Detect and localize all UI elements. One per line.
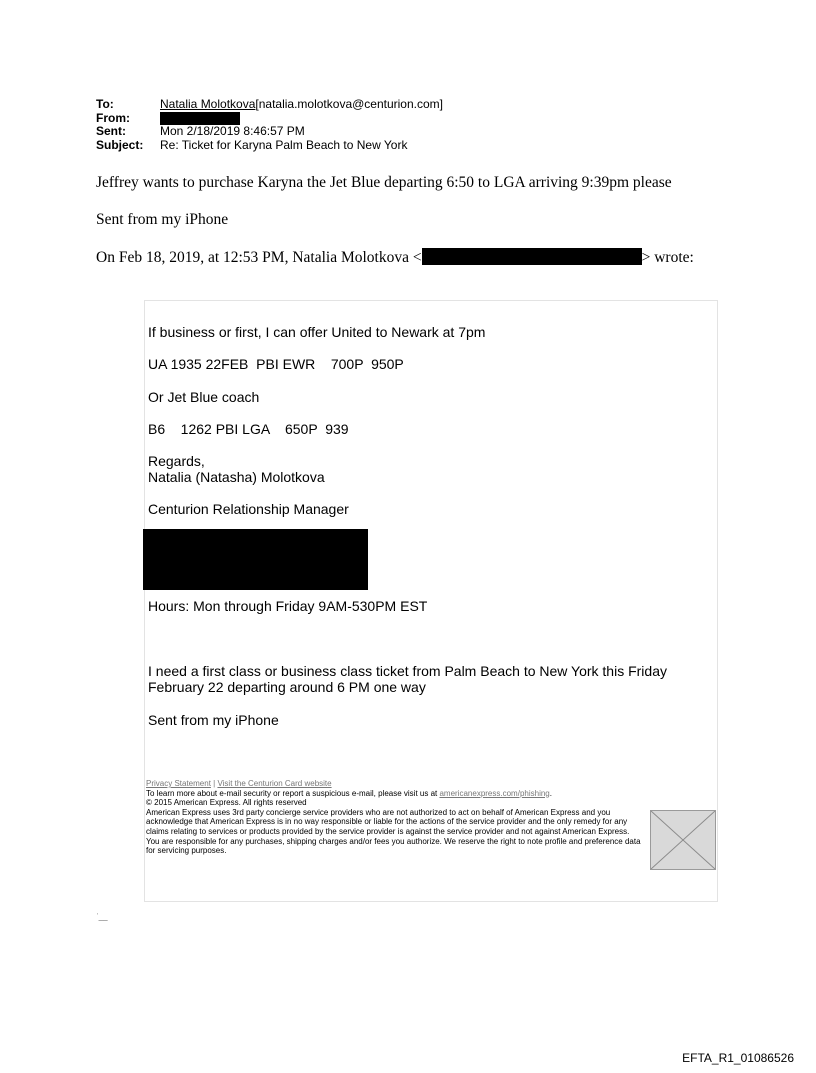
security-suffix: . <box>549 788 552 798</box>
quote-intro <box>96 248 694 267</box>
reply-text: Jeffrey wants to purchase Karyna the Jet Blue departing 6:50 to LGA arriving 9:39pm please <box>96 174 672 191</box>
quoted-signer-name: Natalia (Natasha) Molotkova <box>148 469 325 485</box>
from-label: From: <box>96 110 130 125</box>
quoted-offer-line: If business or first, I can offer United to Newark at 7pm <box>148 324 486 340</box>
subject-row <box>96 139 443 153</box>
quote-intro-prefix: On Feb 18, 2019, at 12:53 PM, Natalia Molotkova < <box>96 249 422 266</box>
quoted-flight-jetblue: B6 1262 PBI LGA 650P 939 <box>148 421 349 437</box>
quoted-request-line2: February 22 departing around 6 PM one way <box>148 679 426 695</box>
quoted-regards: Regards, <box>148 453 205 469</box>
bates-number: EFTA_R1_01086526 <box>682 1051 794 1065</box>
phishing-link[interactable]: americanexpress.com/phishing <box>439 788 550 798</box>
quoted-signer-title: Centurion Relationship Manager <box>148 501 349 517</box>
disclaimer-text: American Express uses 3rd party concierge service providers who are not authorized to act on behalf of American Express and you acknowledge that American Express is in no way responsible or liable for the actions of the service provider and the only remedy for any claims relating to services or products provided by the service provider is against the service provider and not against American Express. You are responsible for any purchases, shipping charges and/or fees you authorize. We reserve the right to note profile and preference data for servicing purposes. <box>146 807 641 856</box>
copyright-text: © 2015 American Express. All rights reserved <box>146 798 307 808</box>
quoted-sent-from: Sent from my iPhone <box>148 712 279 728</box>
quote-intro-suffix: > wrote: <box>641 249 694 266</box>
image-placeholder-icon <box>650 810 716 870</box>
to-email: [natalia.molotkova@centurion.com] <box>255 97 443 111</box>
quoted-jetblue-line: Or Jet Blue coach <box>148 389 260 405</box>
footer-links <box>146 779 644 789</box>
to-row <box>96 98 443 112</box>
to-value <box>160 98 443 112</box>
footer-link-separator: | <box>210 779 218 788</box>
centurion-website-link[interactable]: Visit the Centurion Card website <box>217 779 332 788</box>
sent-value: Mon 2/18/2019 8:46:57 PM <box>160 124 305 138</box>
to-name-link[interactable]: Natalia Molotkova <box>160 97 256 111</box>
quoted-request-line1: I need a first class or business class ticket from Palm Beach to New York this Friday <box>148 663 667 679</box>
security-notice <box>146 789 644 799</box>
signature-redaction <box>143 529 368 590</box>
amex-footer <box>146 779 644 856</box>
from-row <box>96 112 443 126</box>
security-text: To learn more about e-mail security or report a suspicious e-mail, please visit us at <box>146 788 440 798</box>
quoted-flight-united: UA 1935 22FEB PBI EWR 700P 950P <box>148 356 404 372</box>
quoted-message-card <box>144 300 718 902</box>
quoted-hours: Hours: Mon through Friday 9AM-530PM EST <box>148 598 428 614</box>
reply-signature: Sent from my iPhone <box>96 211 229 228</box>
email-redaction <box>422 248 642 265</box>
from-redaction <box>160 112 240 125</box>
email-header <box>96 98 443 152</box>
page-mark: ˈ__ <box>96 912 108 921</box>
sent-label: Sent: <box>96 124 126 138</box>
to-label: To: <box>96 97 114 111</box>
sent-row <box>96 125 443 139</box>
subject-label: Subject: <box>96 137 144 152</box>
privacy-statement-link[interactable]: Privacy Statement <box>146 779 211 788</box>
subject-value: Re: Ticket for Karyna Palm Beach to New York <box>160 137 408 152</box>
